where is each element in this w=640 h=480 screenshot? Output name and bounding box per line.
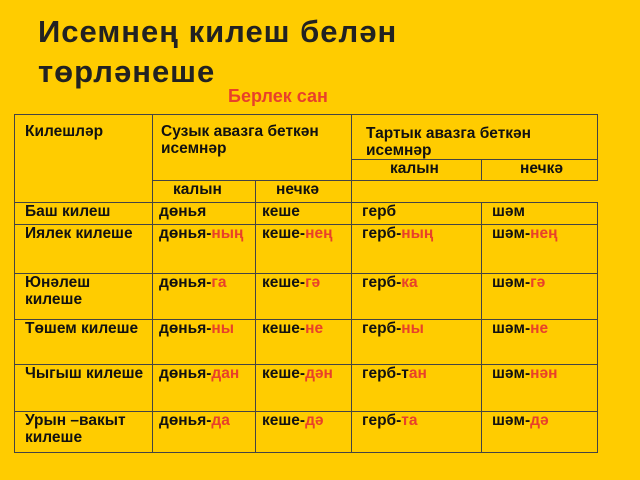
case-suffix: ка (401, 274, 418, 291)
case-suffix: гә (305, 274, 321, 291)
case-suffix: нең (305, 225, 333, 242)
case-suffix: ның (401, 225, 434, 242)
word-stem: герб (362, 203, 397, 220)
word-stem: шәм (492, 203, 526, 220)
case-name (15, 274, 153, 320)
case-name-label: Юнәлеш килеше (25, 274, 91, 308)
word-form-cell (153, 320, 256, 365)
header-front-vowel-label: Сузык авазга беткән исемнәр (161, 123, 319, 157)
word-stem: шәм- (492, 225, 531, 242)
case-suffix: ны (401, 320, 424, 337)
case-suffix: да (211, 412, 230, 429)
case-suffix: та (401, 412, 418, 429)
word-form-cell (256, 225, 352, 274)
title-line-2: төрләнеше (38, 54, 216, 89)
case-name-label: Урын –вакыт килеше (25, 412, 126, 446)
header-cases (15, 115, 153, 203)
word-stem: шәм- (492, 274, 531, 291)
word-form-cell (256, 365, 352, 412)
word-stem: кеше- (262, 320, 306, 337)
header-front-vowel-group (153, 115, 352, 181)
word-form-cell (482, 225, 598, 274)
case-suffix: ан (408, 365, 427, 382)
case-name (15, 320, 153, 365)
word-form-cell (153, 203, 256, 225)
subtitle: Берлек сан (228, 86, 328, 106)
word-stem: дөнья- (159, 412, 212, 429)
word-form-cell (153, 274, 256, 320)
case-suffix: нең (530, 225, 558, 242)
word-form-cell (482, 203, 598, 225)
word-stem: кеше (262, 203, 300, 220)
case-name (15, 365, 153, 412)
case-suffix: гә (530, 274, 546, 291)
word-form-cell (482, 412, 598, 453)
table-row (15, 203, 598, 225)
word-form-cell (482, 365, 598, 412)
header-back-vowel-group (352, 115, 598, 160)
case-name (15, 412, 153, 453)
word-form-cell (482, 274, 598, 320)
header-soft-1 (256, 181, 352, 203)
header-soft-2 (482, 160, 598, 181)
case-name (15, 225, 153, 274)
word-stem: герб- (362, 412, 402, 429)
case-name-label: Иялек килеше (25, 225, 133, 242)
word-stem: кеше- (262, 274, 306, 291)
case-suffix: не (305, 320, 324, 337)
title-line-1: Исемнең килеш белән (38, 14, 398, 49)
word-form-cell (256, 412, 352, 453)
declension-table (14, 114, 598, 453)
header-back-vowel-label: Тартык авазга беткән исемнәр (366, 125, 532, 159)
word-stem: дөнья (159, 203, 207, 220)
word-stem: герб- (362, 225, 402, 242)
header-hard-1 (153, 181, 256, 203)
header-hard-2 (352, 160, 482, 181)
word-form-cell (482, 320, 598, 365)
word-form-cell (256, 203, 352, 225)
case-suffix: ны (211, 320, 235, 337)
word-form-cell (352, 320, 482, 365)
case-suffix: ның (211, 225, 244, 242)
case-name-label: Төшем килеше (25, 320, 139, 337)
word-stem: кеше- (262, 412, 306, 429)
table-row (15, 365, 598, 412)
case-suffix: дән (305, 365, 333, 382)
table-row (15, 320, 598, 365)
word-form-cell (153, 412, 256, 453)
case-name-label: Чыгыш килеше (25, 365, 144, 382)
header-hard-2-label: калын (390, 160, 439, 177)
header-hard-1-label: калын (173, 181, 222, 198)
header-soft-2-label: нечкә (520, 160, 563, 177)
word-stem: дөнья- (159, 365, 212, 382)
word-form-cell (352, 203, 482, 225)
word-form-cell (352, 365, 482, 412)
table-row (15, 412, 598, 453)
word-form-cell (256, 274, 352, 320)
word-form-cell (352, 225, 482, 274)
word-form-cell (352, 412, 482, 453)
word-stem: шәм- (492, 365, 531, 382)
case-suffix: дә (530, 412, 549, 429)
table-row (15, 274, 598, 320)
page-title (38, 12, 397, 92)
word-stem: герб- (362, 274, 402, 291)
word-stem: дөнья- (159, 274, 212, 291)
word-stem: дөнья- (159, 225, 212, 242)
case-name (15, 203, 153, 225)
case-name-label: Баш килеш (25, 203, 111, 220)
word-stem: шәм- (492, 320, 531, 337)
word-stem: герб-т (362, 365, 409, 382)
case-suffix: нән (530, 365, 558, 382)
word-form-cell (256, 320, 352, 365)
word-form-cell (153, 225, 256, 274)
word-stem: кеше- (262, 365, 306, 382)
word-stem: дөнья- (159, 320, 212, 337)
word-form-cell (352, 274, 482, 320)
case-suffix: га (211, 274, 227, 291)
header-cases-label: Килешләр (25, 123, 104, 140)
header-soft-1-label: нечкә (276, 181, 319, 198)
word-stem: герб- (362, 320, 402, 337)
case-suffix: дә (305, 412, 324, 429)
case-suffix: дан (211, 365, 240, 382)
word-stem: шәм- (492, 412, 531, 429)
table-row (15, 225, 598, 274)
case-suffix: не (530, 320, 549, 337)
word-form-cell (153, 365, 256, 412)
word-stem: кеше- (262, 225, 306, 242)
